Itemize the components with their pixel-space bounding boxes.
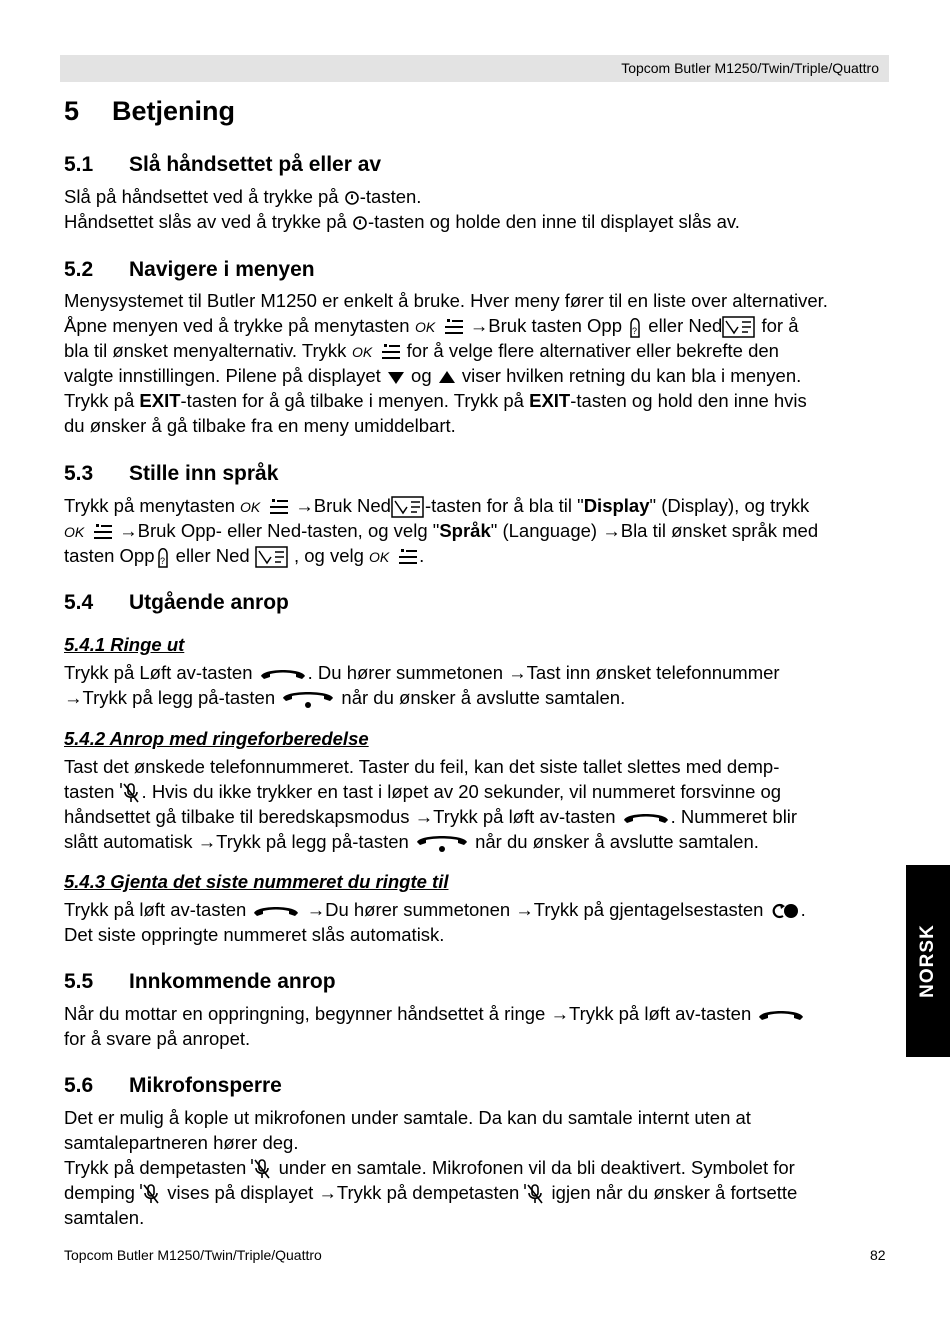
text: håndsettet gå tilbake til beredskapsmodus →Trykk på løft av-tasten: [64, 806, 621, 827]
svg-text:OK: OK: [369, 549, 390, 566]
text: viser hvilken retning du kan bla i menyen.: [456, 365, 802, 386]
section-title: Stille inn språk: [129, 462, 279, 485]
svg-text:OK: OK: [64, 524, 85, 541]
text: →Bruk tasten Opp: [464, 315, 628, 336]
svg-text:?: ?: [159, 556, 165, 567]
ok-menu-icon: [240, 497, 290, 517]
text: . Hvis du ikke trykker en tast i løpet av 20 sekunder, vil nummeret forsvinne og: [141, 781, 782, 802]
ok-menu-icon: [415, 317, 465, 337]
paragraph-line: [64, 754, 779, 779]
section-title: Innkommende anrop: [129, 970, 336, 993]
text: " (Language) →Bla til ønsket språk med: [490, 520, 819, 541]
svg-text:?: ?: [632, 326, 638, 337]
section-heading: [64, 970, 336, 994]
off-hook-icon: [251, 903, 301, 919]
header-title: Topcom Butler M1250/Twin/Triple/Quattro: [621, 60, 879, 76]
text: -tasten.: [359, 186, 422, 207]
text: når du ønsker å avslutte samtalen.: [336, 687, 626, 708]
subsection-heading: 5.4.2 Anrop med ringeforberedelse: [64, 728, 369, 749]
text: Trykk på Løft av-tasten: [64, 662, 258, 683]
paragraph-line: [64, 413, 456, 438]
text: Trykk på dempetasten: [64, 1157, 252, 1178]
text: Trykk på: [64, 390, 140, 411]
text: , og velg: [288, 545, 370, 566]
section-heading: [64, 591, 289, 615]
section-number: 5.1: [64, 153, 94, 176]
section-title: Utgående anrop: [129, 591, 289, 614]
text: Trykk på løft av-tasten: [64, 899, 252, 920]
chapter-number: 5: [64, 96, 80, 126]
section-number: 5.6: [64, 1074, 94, 1097]
text: Menysystemet til Butler M1250 er enkelt å bruke. Hver meny fører til en liste over alternativer.: [64, 290, 828, 311]
text: Håndsettet slås av ved å trykke på: [64, 211, 352, 232]
text: →Du hører summetonen →Trykk på gjentagelsestasten: [301, 899, 769, 920]
menu-option-label: Språk: [439, 520, 491, 541]
text: " (Display), og trykk: [649, 495, 810, 516]
ok-menu-icon: [369, 547, 419, 567]
text: -tasten for å gå tilbake i menyen. Trykk på: [180, 390, 530, 411]
paragraph-line: [64, 1205, 144, 1230]
menu-option-label: Display: [583, 495, 650, 516]
text: .: [800, 899, 806, 920]
paragraph-line: [64, 779, 781, 805]
text: Tast det ønskede telefonnummeret. Taster du feil, kan det siste tallet slettes med demp-: [64, 756, 780, 777]
power-icon: [352, 215, 368, 231]
section-number: 5.2: [64, 258, 94, 281]
text: demping: [64, 1182, 141, 1203]
paragraph-line: [64, 897, 806, 922]
header-bar: [60, 55, 889, 82]
mute-icon: [524, 1182, 546, 1206]
paragraph-line: [64, 685, 625, 710]
mute-icon: [120, 781, 142, 805]
page-number: 82: [870, 1247, 886, 1263]
paragraph-line: [64, 829, 759, 854]
paragraph-line: [64, 363, 801, 388]
text: og: [405, 365, 437, 386]
redial-icon: [769, 901, 801, 921]
section-title: Slå håndsettet på eller av: [129, 153, 382, 176]
power-icon: [344, 190, 360, 206]
mute-icon: [140, 1182, 162, 1206]
paragraph-line: [64, 1001, 806, 1026]
off-hook-icon: [258, 666, 308, 682]
text: .: [419, 545, 425, 566]
paragraph-line: [64, 288, 828, 313]
svg-text:OK: OK: [351, 344, 372, 361]
text: for å: [756, 315, 799, 336]
paragraph-line: [64, 543, 424, 569]
arrow-down-icon: [386, 369, 406, 385]
down-key-icon: [255, 545, 289, 569]
text: →Trykk på legg på-tasten: [64, 687, 281, 708]
footer-title: Topcom Butler M1250/Twin/Triple/Quattro: [64, 1247, 322, 1263]
text: →Bruk Ned: [290, 495, 391, 516]
paragraph-line: [64, 518, 818, 543]
svg-text:OK: OK: [240, 499, 261, 516]
text: du ønsker å gå tilbake fra en meny umiddelbart.: [64, 415, 456, 436]
paragraph-line: [64, 922, 444, 947]
section-title: Mikrofonsperre: [129, 1074, 282, 1097]
on-hook-icon: [280, 689, 336, 709]
section-number: 5.3: [64, 462, 94, 485]
arrow-up-icon: [437, 369, 457, 385]
paragraph-line: [64, 209, 740, 234]
section-heading: [64, 462, 278, 486]
section-title: Navigere i menyen: [129, 258, 315, 281]
paragraph-line: [64, 184, 421, 209]
paragraph-line: [64, 1180, 797, 1206]
svg-text:OK: OK: [414, 319, 435, 336]
text: Det siste oppringte nummeret slås automatisk.: [64, 924, 445, 945]
off-hook-icon: [621, 810, 671, 826]
section-heading: [64, 1074, 282, 1098]
text: under en samtale. Mikrofonen vil da bli deaktivert. Symbolet for: [273, 1157, 795, 1178]
section-number: 5.5: [64, 970, 94, 993]
text: Det er mulig å kople ut mikrofonen under samtale. Da kan du samtale internt uten at: [64, 1107, 751, 1128]
text: for å svare på anropet.: [64, 1028, 251, 1049]
text: når du ønsker å avslutte samtalen.: [469, 831, 759, 852]
off-hook-icon: [756, 1007, 806, 1023]
paragraph-line: [64, 1105, 751, 1130]
down-key-icon: [391, 495, 425, 519]
text: . Du hører summetonen →Tast inn ønsket telefonnummer: [307, 662, 780, 683]
paragraph-line: [64, 660, 780, 685]
text: for å velge flere alternativer eller bekrefte den: [401, 340, 779, 361]
exit-key-label: EXIT: [139, 390, 181, 411]
text: Åpne menyen ved å trykke på menytasten: [64, 315, 415, 336]
text: Slå på håndsettet ved å trykke på: [64, 186, 344, 207]
text: eller Ned: [170, 545, 255, 566]
text: tasten Opp: [64, 545, 155, 566]
text: slått automatisk →Trykk på legg på-tasten: [64, 831, 414, 852]
text: -tasten og holde den inne til displayet slås av.: [367, 211, 740, 232]
paragraph-line: [64, 493, 809, 519]
text: Når du mottar en oppringning, begynner håndsettet å ringe →Trykk på løft av-tasten: [64, 1003, 757, 1024]
paragraph-line: [64, 1130, 298, 1155]
side-tab-label: NORSK: [917, 924, 938, 998]
mute-icon: [251, 1157, 273, 1181]
ok-menu-icon: [64, 522, 114, 542]
up-key-icon: [155, 545, 171, 569]
paragraph-line: [64, 804, 797, 829]
up-key-icon: [627, 315, 643, 339]
text: samtalen.: [64, 1207, 145, 1228]
paragraph-line: [64, 313, 799, 339]
section-heading: [64, 153, 381, 177]
subsection-heading: 5.4.1 Ringe ut: [64, 634, 185, 655]
text: vises på displayet →Trykk på dempetasten: [162, 1182, 525, 1203]
down-key-icon: [722, 315, 756, 339]
text: bla til ønsket menyalternativ. Trykk: [64, 340, 352, 361]
language-side-tab: [906, 865, 950, 1057]
chapter-title: [64, 96, 235, 127]
text: →Bruk Opp- eller Ned-tasten, og velg ": [114, 520, 440, 541]
text: -tasten og hold den inne hvis: [570, 390, 807, 411]
text: valgte innstillingen. Pilene på displayet: [64, 365, 386, 386]
exit-key-label: EXIT: [529, 390, 571, 411]
text: . Nummeret blir: [670, 806, 798, 827]
ok-menu-icon: [352, 342, 402, 362]
text: tasten: [64, 781, 120, 802]
paragraph-line: [64, 338, 779, 363]
section-heading: [64, 258, 315, 282]
text: eller Ned: [643, 315, 723, 336]
chapter-title-text: Betjening: [112, 96, 236, 126]
text: igjen når du ønsker å fortsette: [546, 1182, 798, 1203]
on-hook-icon: [414, 833, 470, 853]
paragraph-line: [64, 1026, 250, 1051]
text: Trykk på menytasten: [64, 495, 241, 516]
text: -tasten for å bla til ": [424, 495, 584, 516]
section-number: 5.4: [64, 591, 94, 614]
text: samtalepartneren hører deg.: [64, 1132, 299, 1153]
paragraph-line: [64, 1155, 795, 1181]
paragraph-line: [64, 388, 807, 413]
subsection-heading: 5.4.3 Gjenta det siste nummeret du ringte til: [64, 871, 449, 892]
